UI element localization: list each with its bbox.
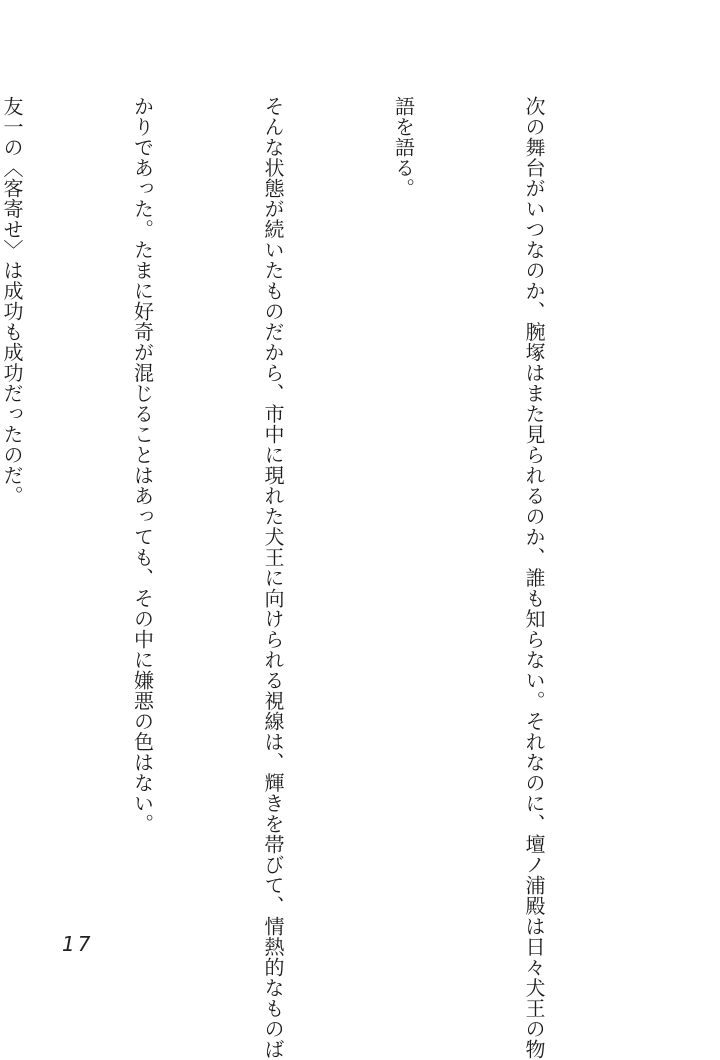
text-line: かりであった。たまに好奇が混じることはあっても、その中に嫌悪の色はない。 (130, 96, 155, 834)
text-line: 語を語る。 (391, 96, 416, 199)
page-number: 17 (62, 932, 94, 956)
text-line: 次の舞台がいつなのか、腕塚はまた見られるのか、誰も知らない。それなのに、壇ノ浦殿は日々犬王の物 (522, 96, 546, 1060)
text-line: 友一の〈客寄せ〉は成功も成功だったのだ。 (0, 96, 24, 506)
text-line: そんな状態が続いたものだから、市中に現れた犬王に向けられる視線は、輝きを帯びて、情熱的なものば (261, 96, 285, 1060)
